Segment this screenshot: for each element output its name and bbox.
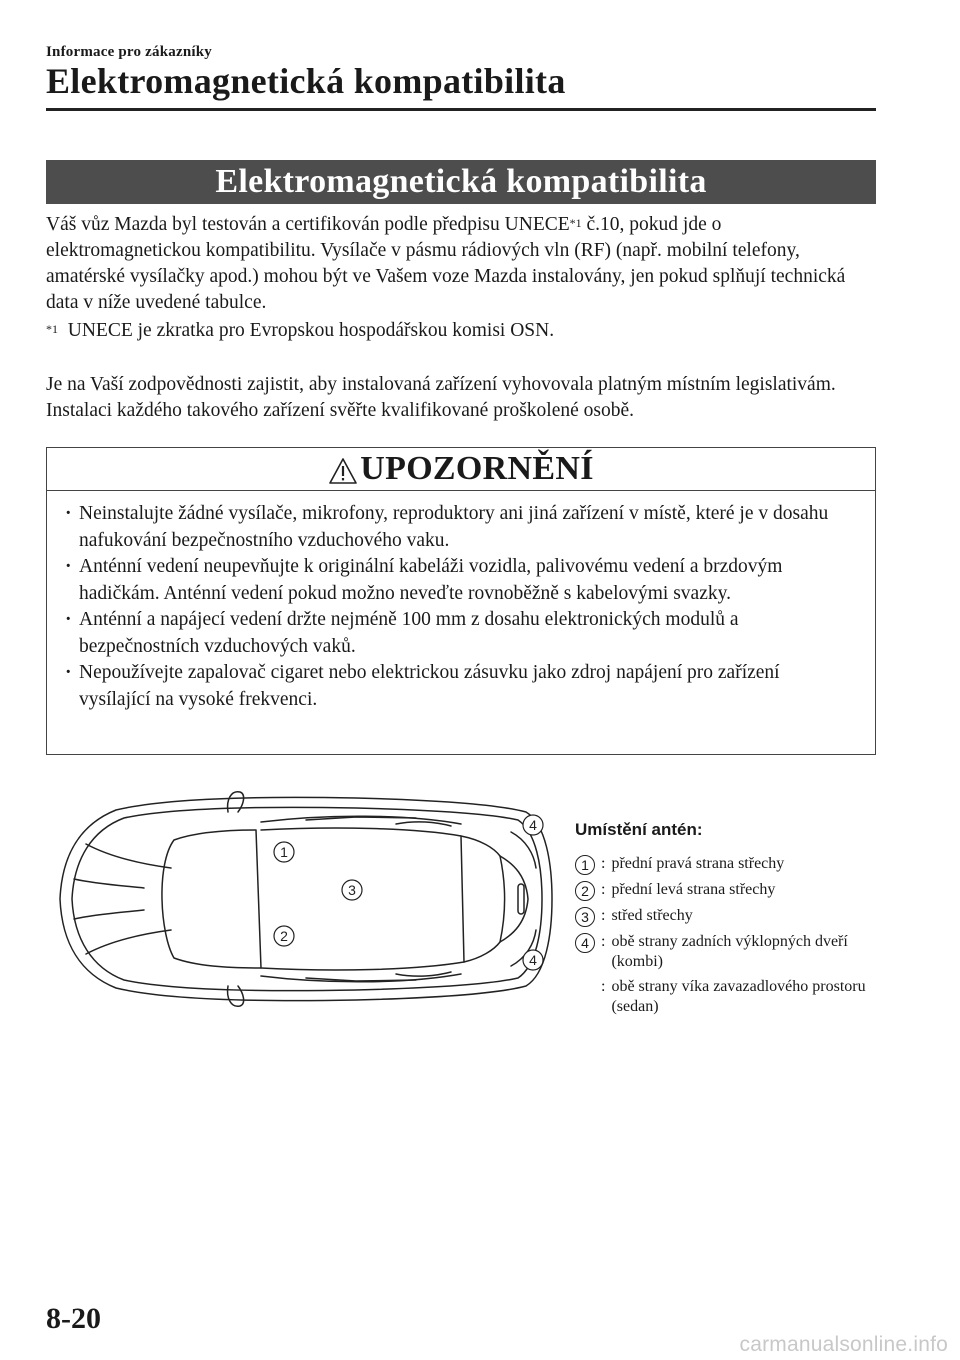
bullet: · (65, 503, 72, 524)
warning-header (47, 448, 875, 491)
legend-title: Umístění antén: (575, 820, 703, 839)
section-banner: Elektromagnetická kompatibilita (46, 160, 876, 204)
bullet: · (65, 609, 72, 630)
legend-separator: : (601, 933, 606, 950)
legend-item (575, 880, 875, 901)
legend-number: 2 (575, 881, 595, 901)
antenna-legend (575, 820, 875, 1022)
warning-item (63, 501, 855, 554)
footnote (46, 318, 876, 344)
legend-text: přední pravá strana střechy (611, 855, 785, 872)
legend-number: 4 (575, 933, 595, 953)
watermark: carmanualsonline.info (739, 1333, 948, 1356)
legend-item (575, 932, 875, 972)
car-top-view-illustration (56, 784, 556, 1014)
legend-item (575, 854, 875, 875)
intro-paragraph (46, 212, 876, 316)
warning-title: UPOZORNĚNÍ (360, 450, 594, 487)
legend-number (575, 978, 595, 998)
legend-separator: : (601, 907, 606, 924)
footnote-mark: *1 (46, 322, 58, 336)
responsibility-text: Je na Vaší zodpovědnosti zajistit, aby instalovaná zařízení vyhovovala platným místním legislativám. Instalaci každého takového zařízení svěřte kvalifikované proškolené osobě. (46, 374, 836, 421)
page-number: 8-20 (46, 1302, 101, 1335)
warning-list (47, 491, 875, 713)
legend-text: střed střechy (611, 907, 693, 924)
warning-item (63, 660, 855, 713)
warning-item-text: Nepoužívejte zapalovač cigaret nebo elektrickou zásuvku jako zdroj napájení pro zařízení vysílající na vysoké frekvenci. (79, 662, 780, 710)
warning-item-text: Neinstalujte žádné vysílače, mikrofony, reproduktory ani jiná zařízení v místě, které je v dosahu nafukování bezpečnostního vzduchového vaku. (79, 503, 829, 551)
warning-item (63, 554, 855, 607)
legend-separator: : (601, 855, 606, 872)
legend-item (575, 906, 875, 927)
warning-item-text: Anténní a napájecí vedení držte nejméně 100 mm z dosahu elektronických modulů a bezpečnostních vzduchových vaků. (79, 609, 739, 657)
warning-box (46, 447, 876, 755)
footnote-text: UNECE je zkratka pro Evropskou hospodářskou komisi OSN. (67, 320, 555, 341)
intro-text-a: Váš vůz Mazda byl testován a certifikován podle předpisu UNECE (46, 214, 570, 235)
legend-separator: : (601, 881, 606, 898)
legend-number: 1 (575, 855, 595, 875)
callout-4-top: 4 (529, 817, 537, 833)
warning-triangle-icon (328, 457, 358, 485)
bullet: · (65, 662, 72, 683)
footnote-ref: *1 (569, 216, 582, 230)
legend-item (575, 977, 875, 1017)
callout-3: 3 (348, 882, 356, 898)
warning-item (63, 607, 855, 660)
callout-2: 2 (280, 928, 288, 944)
legend-text: přední levá strana střechy (611, 881, 776, 898)
legend-text: obě strany zadních výklopných dveří (kombi) (611, 933, 848, 970)
legend-text: obě strany víka zavazadlového prostoru (sedan) (611, 978, 866, 1015)
header-divider (46, 108, 876, 111)
header-category: Informace pro zákazníky (46, 44, 212, 60)
legend-number: 3 (575, 907, 595, 927)
legend-separator: : (601, 978, 606, 995)
callout-1: 1 (280, 844, 288, 860)
callout-4-bottom: 4 (529, 952, 537, 968)
header-title: Elektromagnetická kompatibilita (46, 61, 566, 101)
responsibility-paragraph (46, 372, 876, 424)
bullet: · (65, 556, 72, 577)
intro-text-b: č.10, pokud jde o elektromagnetickou kompatibilitu. Vysílače v pásmu rádiových vln (RF) (např. mobilní telefony, amatérské vysílačky apod.) mohou být ve Vašem voze Mazda instalovány, jen pokud splňují technická data v níže uvedené tabulce. (46, 214, 846, 313)
warning-item-text: Anténní vedení neupevňujte k originální kabeláži vozidla, palivovému vedení a brzdovým hadičkám. Anténní vedení pokud možno neveďte rovnoběžně s kabelovými svazky. (79, 556, 783, 604)
